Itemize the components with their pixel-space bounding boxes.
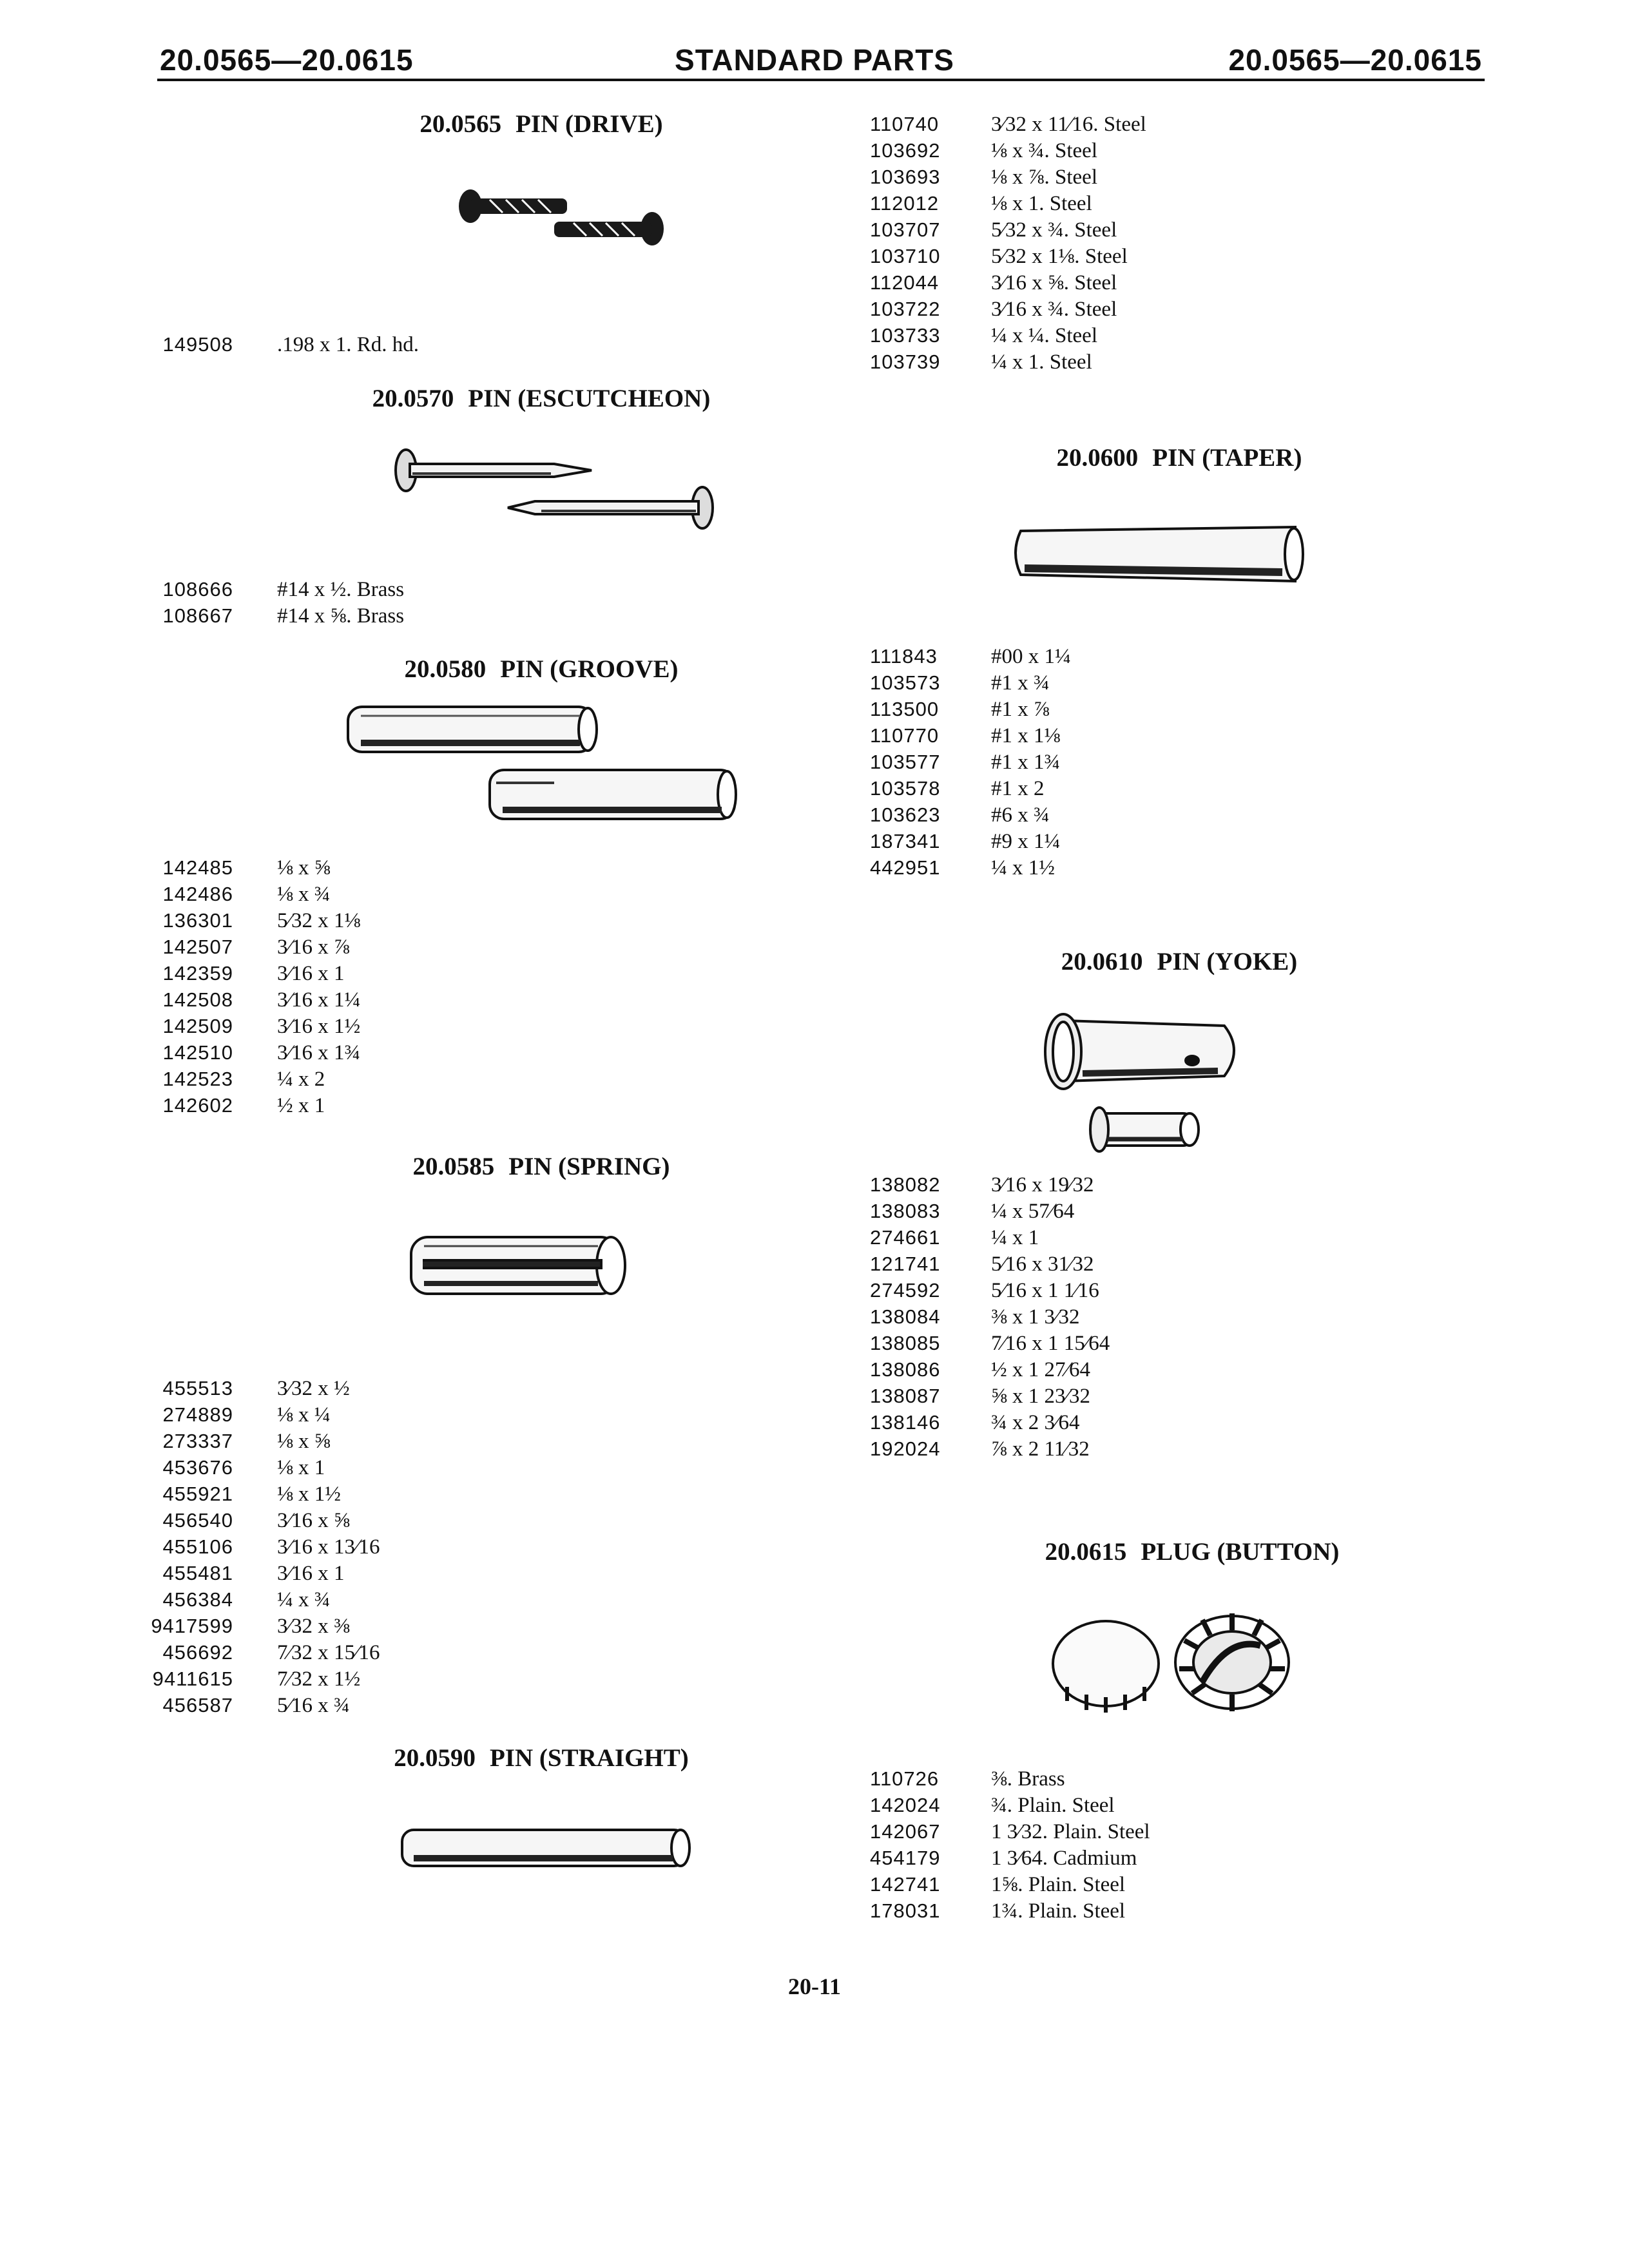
section-code: 20.0580 bbox=[404, 655, 487, 683]
section-name: PLUG (BUTTON) bbox=[1141, 1538, 1340, 1566]
part-number: 456540 bbox=[162, 1509, 233, 1532]
list-item bbox=[113, 1639, 380, 1666]
part-number: 103733 bbox=[870, 324, 941, 347]
plug-parts-list bbox=[870, 1765, 1150, 1924]
part-description: 3⁄32 x ⅜ bbox=[277, 1615, 350, 1638]
part-description: 5⁄32 x ¾. Steel bbox=[991, 218, 1117, 242]
part-number: 112012 bbox=[870, 192, 940, 215]
part-description: 3⁄16 x 1½ bbox=[277, 1015, 361, 1038]
list-item bbox=[870, 1356, 1110, 1383]
list-item bbox=[113, 1401, 380, 1428]
list-item bbox=[870, 749, 1071, 775]
section-title-yoke bbox=[986, 947, 1373, 976]
drive-pin-illustration bbox=[451, 180, 670, 264]
part-number: 138083 bbox=[870, 1200, 941, 1222]
list-item bbox=[870, 1871, 1150, 1898]
part-description: 5⁄16 x 1 1⁄16 bbox=[991, 1279, 1099, 1302]
part-description: 3⁄16 x ⅝ bbox=[277, 1509, 350, 1532]
part-description: #14 x ⅝. Brass bbox=[277, 604, 405, 628]
part-number: 111843 bbox=[870, 645, 938, 668]
part-number: 9411615 bbox=[152, 1667, 233, 1690]
section-code: 20.0565 bbox=[419, 110, 502, 138]
part-description: 1¾. Plain. Steel bbox=[991, 1899, 1126, 1923]
section-code: 20.0615 bbox=[1045, 1538, 1127, 1566]
section-title-plug bbox=[986, 1537, 1398, 1566]
list-item bbox=[113, 576, 404, 602]
part-description: #00 x 1¼ bbox=[991, 645, 1071, 668]
part-number: 121741 bbox=[870, 1253, 941, 1275]
list-item bbox=[113, 1692, 380, 1718]
part-description: #1 x ⅞ bbox=[991, 698, 1050, 721]
part-number: 456384 bbox=[162, 1588, 233, 1611]
list-item bbox=[113, 1066, 360, 1092]
list-item bbox=[113, 602, 404, 629]
section-code: 20.0610 bbox=[1061, 948, 1143, 975]
part-number: 178031 bbox=[870, 1899, 941, 1922]
part-description: 1 3⁄64. Cadmium bbox=[991, 1847, 1137, 1870]
list-item bbox=[870, 696, 1071, 722]
spring-pin-illustration bbox=[405, 1231, 637, 1302]
list-item bbox=[870, 1224, 1110, 1251]
part-description: 7⁄32 x 15⁄16 bbox=[277, 1641, 380, 1664]
list-item bbox=[870, 111, 1146, 137]
part-number: 455481 bbox=[162, 1562, 233, 1584]
part-number: 103739 bbox=[870, 351, 941, 373]
list-item bbox=[870, 1792, 1150, 1818]
list-item bbox=[113, 934, 360, 960]
part-description: 1 3⁄32. Plain. Steel bbox=[991, 1820, 1150, 1843]
part-description: 7⁄32 x 1½ bbox=[277, 1667, 361, 1691]
part-number: 274661 bbox=[870, 1226, 941, 1249]
part-description: ⅜ x 1 3⁄32 bbox=[991, 1305, 1080, 1329]
part-number: 142523 bbox=[162, 1068, 233, 1090]
list-item bbox=[870, 1898, 1150, 1924]
section-code: 20.0585 bbox=[412, 1153, 495, 1180]
list-item bbox=[870, 722, 1071, 749]
part-description: ⅛ x ¾. Steel bbox=[991, 139, 1097, 162]
part-description: #6 x ¾ bbox=[991, 803, 1050, 827]
list-item bbox=[113, 331, 419, 358]
part-number: 9417599 bbox=[151, 1615, 233, 1637]
part-description: 3⁄16 x 13⁄16 bbox=[277, 1535, 380, 1559]
part-description: 3⁄16 x 1 bbox=[277, 962, 345, 985]
part-number: 456587 bbox=[162, 1694, 233, 1716]
part-description: ¼ x 1½ bbox=[991, 856, 1055, 879]
part-description: 3⁄16 x 19⁄32 bbox=[991, 1173, 1094, 1196]
part-number: 103707 bbox=[870, 218, 941, 241]
part-description: #14 x ½. Brass bbox=[277, 578, 405, 601]
part-number: 442951 bbox=[870, 856, 941, 879]
section-code: 20.0600 bbox=[1056, 444, 1139, 472]
list-item bbox=[870, 1277, 1110, 1303]
list-item bbox=[113, 1013, 360, 1039]
list-item bbox=[870, 1383, 1110, 1409]
part-description: ¼ x 57⁄64 bbox=[991, 1200, 1075, 1223]
part-description: #1 x ¾ bbox=[991, 671, 1050, 695]
list-item bbox=[113, 907, 360, 934]
list-item bbox=[870, 164, 1146, 190]
part-number: 142507 bbox=[162, 936, 233, 958]
list-item bbox=[870, 1171, 1110, 1198]
section-title-groove bbox=[348, 655, 735, 684]
part-description: 3⁄16 x 1¼ bbox=[277, 988, 361, 1012]
list-item bbox=[870, 137, 1146, 164]
part-number: 103578 bbox=[870, 777, 941, 800]
part-description: ¼ x 1. Steel bbox=[991, 351, 1092, 374]
part-number: 453676 bbox=[162, 1456, 233, 1479]
part-number: 455513 bbox=[162, 1377, 233, 1399]
part-description: ⅛ x 1½ bbox=[277, 1483, 341, 1506]
part-description: ¼ x 2 bbox=[277, 1068, 325, 1091]
list-item bbox=[113, 1092, 360, 1119]
part-description: ⅛ x 1. Steel bbox=[991, 192, 1092, 215]
list-item bbox=[113, 854, 360, 881]
straight-parts-list bbox=[870, 111, 1146, 375]
part-number: 142067 bbox=[870, 1820, 941, 1843]
part-description: 5⁄32 x 1⅛ bbox=[277, 909, 361, 932]
part-number: 456692 bbox=[162, 1641, 233, 1664]
drive-parts-list bbox=[113, 331, 419, 358]
list-item bbox=[870, 216, 1146, 243]
part-number: 142359 bbox=[162, 962, 233, 985]
part-number: 136301 bbox=[162, 909, 233, 932]
part-description: ⅛ x ⅝ bbox=[277, 856, 331, 879]
part-description: 3⁄32 x ½ bbox=[277, 1377, 350, 1400]
section-code: 20.0590 bbox=[394, 1744, 476, 1772]
part-number: 103623 bbox=[870, 803, 941, 826]
groove-pin-illustration bbox=[342, 699, 741, 834]
button-plug-illustration bbox=[1041, 1604, 1299, 1720]
part-number: 142602 bbox=[162, 1094, 233, 1117]
part-description: ¼ x ¼. Steel bbox=[991, 324, 1097, 347]
list-item bbox=[870, 1198, 1110, 1224]
list-item bbox=[113, 1039, 360, 1066]
section-name: PIN (ESCUTCHEON) bbox=[468, 385, 711, 412]
part-number: 138084 bbox=[870, 1305, 941, 1328]
part-description: ⅜. Brass bbox=[991, 1767, 1065, 1791]
section-name: PIN (STRAIGHT) bbox=[489, 1744, 689, 1772]
part-description: 3⁄32 x 11⁄16. Steel bbox=[991, 113, 1146, 136]
section-name: PIN (YOKE) bbox=[1157, 948, 1298, 975]
part-number: 112044 bbox=[870, 271, 940, 294]
groove-parts-list bbox=[113, 854, 360, 1119]
list-item bbox=[113, 986, 360, 1013]
part-description: ½ x 1 27⁄64 bbox=[991, 1358, 1091, 1381]
part-number: 138087 bbox=[870, 1385, 941, 1407]
part-description: 7⁄16 x 1 15⁄64 bbox=[991, 1332, 1110, 1355]
part-number: 273337 bbox=[162, 1430, 233, 1452]
part-number: 149508 bbox=[162, 333, 233, 356]
section-name: PIN (TAPER) bbox=[1152, 444, 1302, 472]
part-description: ⅛ x ⅝ bbox=[277, 1430, 331, 1453]
list-item bbox=[870, 1330, 1110, 1356]
part-number: 103722 bbox=[870, 298, 941, 320]
part-number: 138086 bbox=[870, 1358, 941, 1381]
part-number: 142485 bbox=[162, 856, 233, 879]
list-item bbox=[870, 669, 1071, 696]
part-number: 187341 bbox=[870, 830, 941, 852]
part-description: 5⁄16 x 31⁄32 bbox=[991, 1253, 1094, 1276]
part-description: ⅛ x ¾ bbox=[277, 883, 331, 906]
part-description: ¼ x ¾ bbox=[277, 1588, 331, 1611]
part-number: 138146 bbox=[870, 1411, 941, 1434]
part-description: #1 x 2 bbox=[991, 777, 1045, 800]
list-item bbox=[870, 296, 1146, 322]
part-description: 3⁄16 x 1 bbox=[277, 1562, 345, 1585]
part-description: ⅛ x ¼ bbox=[277, 1403, 331, 1427]
part-description: 3⁄16 x ⅞ bbox=[277, 936, 350, 959]
part-description: ¾. Plain. Steel bbox=[991, 1794, 1115, 1817]
list-item bbox=[870, 243, 1146, 269]
header-title: STANDARD PARTS bbox=[675, 43, 954, 77]
part-description: .198 x 1. Rd. hd. bbox=[277, 333, 419, 356]
part-number: 103692 bbox=[870, 139, 941, 162]
list-item bbox=[870, 1818, 1150, 1845]
part-number: 274592 bbox=[870, 1279, 941, 1302]
list-item bbox=[113, 1586, 380, 1613]
part-description: 5⁄16 x ¾ bbox=[277, 1694, 350, 1717]
section-title-straight bbox=[348, 1744, 735, 1773]
part-description: 1⅝. Plain. Steel bbox=[991, 1873, 1126, 1896]
part-number: 142486 bbox=[162, 883, 233, 905]
list-item bbox=[870, 190, 1146, 216]
part-description: ⅝ x 1 23⁄32 bbox=[991, 1385, 1091, 1408]
list-item bbox=[113, 1375, 380, 1401]
section-title-drive bbox=[348, 110, 735, 139]
part-number: 192024 bbox=[870, 1437, 941, 1460]
part-description: ⅞ x 2 11⁄32 bbox=[991, 1437, 1090, 1461]
part-description: ⅛ x 1 bbox=[277, 1456, 325, 1479]
part-description: ½ x 1 bbox=[277, 1094, 325, 1117]
part-number: 103573 bbox=[870, 671, 941, 694]
part-number: 108666 bbox=[162, 578, 233, 601]
list-item bbox=[113, 881, 360, 907]
list-item bbox=[113, 1507, 380, 1533]
part-number: 274889 bbox=[162, 1403, 233, 1426]
list-item bbox=[870, 269, 1146, 296]
list-item bbox=[870, 1251, 1110, 1277]
part-description: #9 x 1¼ bbox=[991, 830, 1061, 853]
section-name: PIN (DRIVE) bbox=[516, 110, 663, 138]
list-item bbox=[870, 1436, 1110, 1462]
taper-pin-illustration bbox=[1005, 522, 1308, 586]
escutcheon-pin-illustration bbox=[387, 445, 722, 541]
list-item bbox=[870, 775, 1071, 802]
list-item bbox=[870, 802, 1071, 828]
list-item bbox=[870, 1409, 1110, 1436]
section-name: PIN (SPRING) bbox=[508, 1153, 670, 1180]
header-right-range: 20.0565—20.0615 bbox=[1228, 43, 1482, 77]
part-description: ¼ x 1 bbox=[991, 1226, 1039, 1249]
list-item bbox=[870, 1303, 1110, 1330]
part-description: 3⁄16 x 1¾ bbox=[277, 1041, 361, 1064]
list-item bbox=[870, 854, 1071, 881]
list-item bbox=[113, 1454, 380, 1481]
part-number: 108667 bbox=[162, 604, 233, 627]
section-title-taper bbox=[986, 443, 1373, 472]
list-item bbox=[113, 1613, 380, 1639]
list-item bbox=[870, 828, 1071, 854]
part-number: 455106 bbox=[162, 1535, 233, 1558]
part-description: #1 x 1¾ bbox=[991, 751, 1061, 774]
list-item bbox=[870, 322, 1146, 349]
part-number: 103577 bbox=[870, 751, 941, 773]
list-item bbox=[113, 1428, 380, 1454]
part-number: 142510 bbox=[162, 1041, 233, 1064]
part-description: #1 x 1⅛ bbox=[991, 724, 1061, 747]
list-item bbox=[113, 1481, 380, 1507]
part-number: 110740 bbox=[870, 113, 940, 135]
part-number: 113500 bbox=[870, 698, 940, 720]
part-description: 5⁄32 x 1⅛. Steel bbox=[991, 245, 1128, 268]
part-description: 3⁄16 x ⅝. Steel bbox=[991, 271, 1117, 294]
part-number: 138082 bbox=[870, 1173, 941, 1196]
list-item bbox=[870, 349, 1146, 375]
part-description: ⅛ x ⅞. Steel bbox=[991, 166, 1097, 189]
part-number: 142508 bbox=[162, 988, 233, 1011]
list-item bbox=[113, 1666, 380, 1692]
part-number: 455921 bbox=[162, 1483, 233, 1505]
part-number: 142024 bbox=[870, 1794, 941, 1816]
page-number: 20-11 bbox=[787, 1974, 841, 1999]
list-item bbox=[113, 1533, 380, 1560]
section-title-spring bbox=[348, 1152, 735, 1181]
list-item bbox=[113, 1560, 380, 1586]
escutcheon-parts-list bbox=[113, 576, 404, 629]
part-number: 110770 bbox=[870, 724, 940, 747]
list-item bbox=[870, 643, 1071, 669]
spring-parts-list bbox=[113, 1375, 380, 1718]
straight-pin-illustration bbox=[396, 1823, 699, 1875]
list-item bbox=[113, 960, 360, 986]
part-number: 110726 bbox=[870, 1767, 940, 1790]
part-number: 454179 bbox=[870, 1847, 941, 1869]
section-name: PIN (GROOVE) bbox=[500, 655, 679, 683]
header-left-range: 20.0565—20.0615 bbox=[160, 43, 414, 77]
yoke-pin-illustration bbox=[1037, 1012, 1250, 1160]
list-item bbox=[870, 1845, 1150, 1871]
part-description: 3⁄16 x ¾. Steel bbox=[991, 298, 1117, 321]
part-number: 142741 bbox=[870, 1873, 941, 1896]
header-rule bbox=[157, 79, 1485, 81]
part-number: 103693 bbox=[870, 166, 941, 188]
yoke-parts-list bbox=[870, 1171, 1110, 1462]
part-description: ¾ x 2 3⁄64 bbox=[991, 1411, 1080, 1434]
list-item bbox=[870, 1765, 1150, 1792]
part-number: 142509 bbox=[162, 1015, 233, 1037]
section-title-escutcheon bbox=[348, 384, 735, 413]
section-code: 20.0570 bbox=[372, 385, 454, 412]
part-number: 103710 bbox=[870, 245, 941, 267]
part-number: 138085 bbox=[870, 1332, 941, 1354]
taper-parts-list bbox=[870, 643, 1071, 881]
